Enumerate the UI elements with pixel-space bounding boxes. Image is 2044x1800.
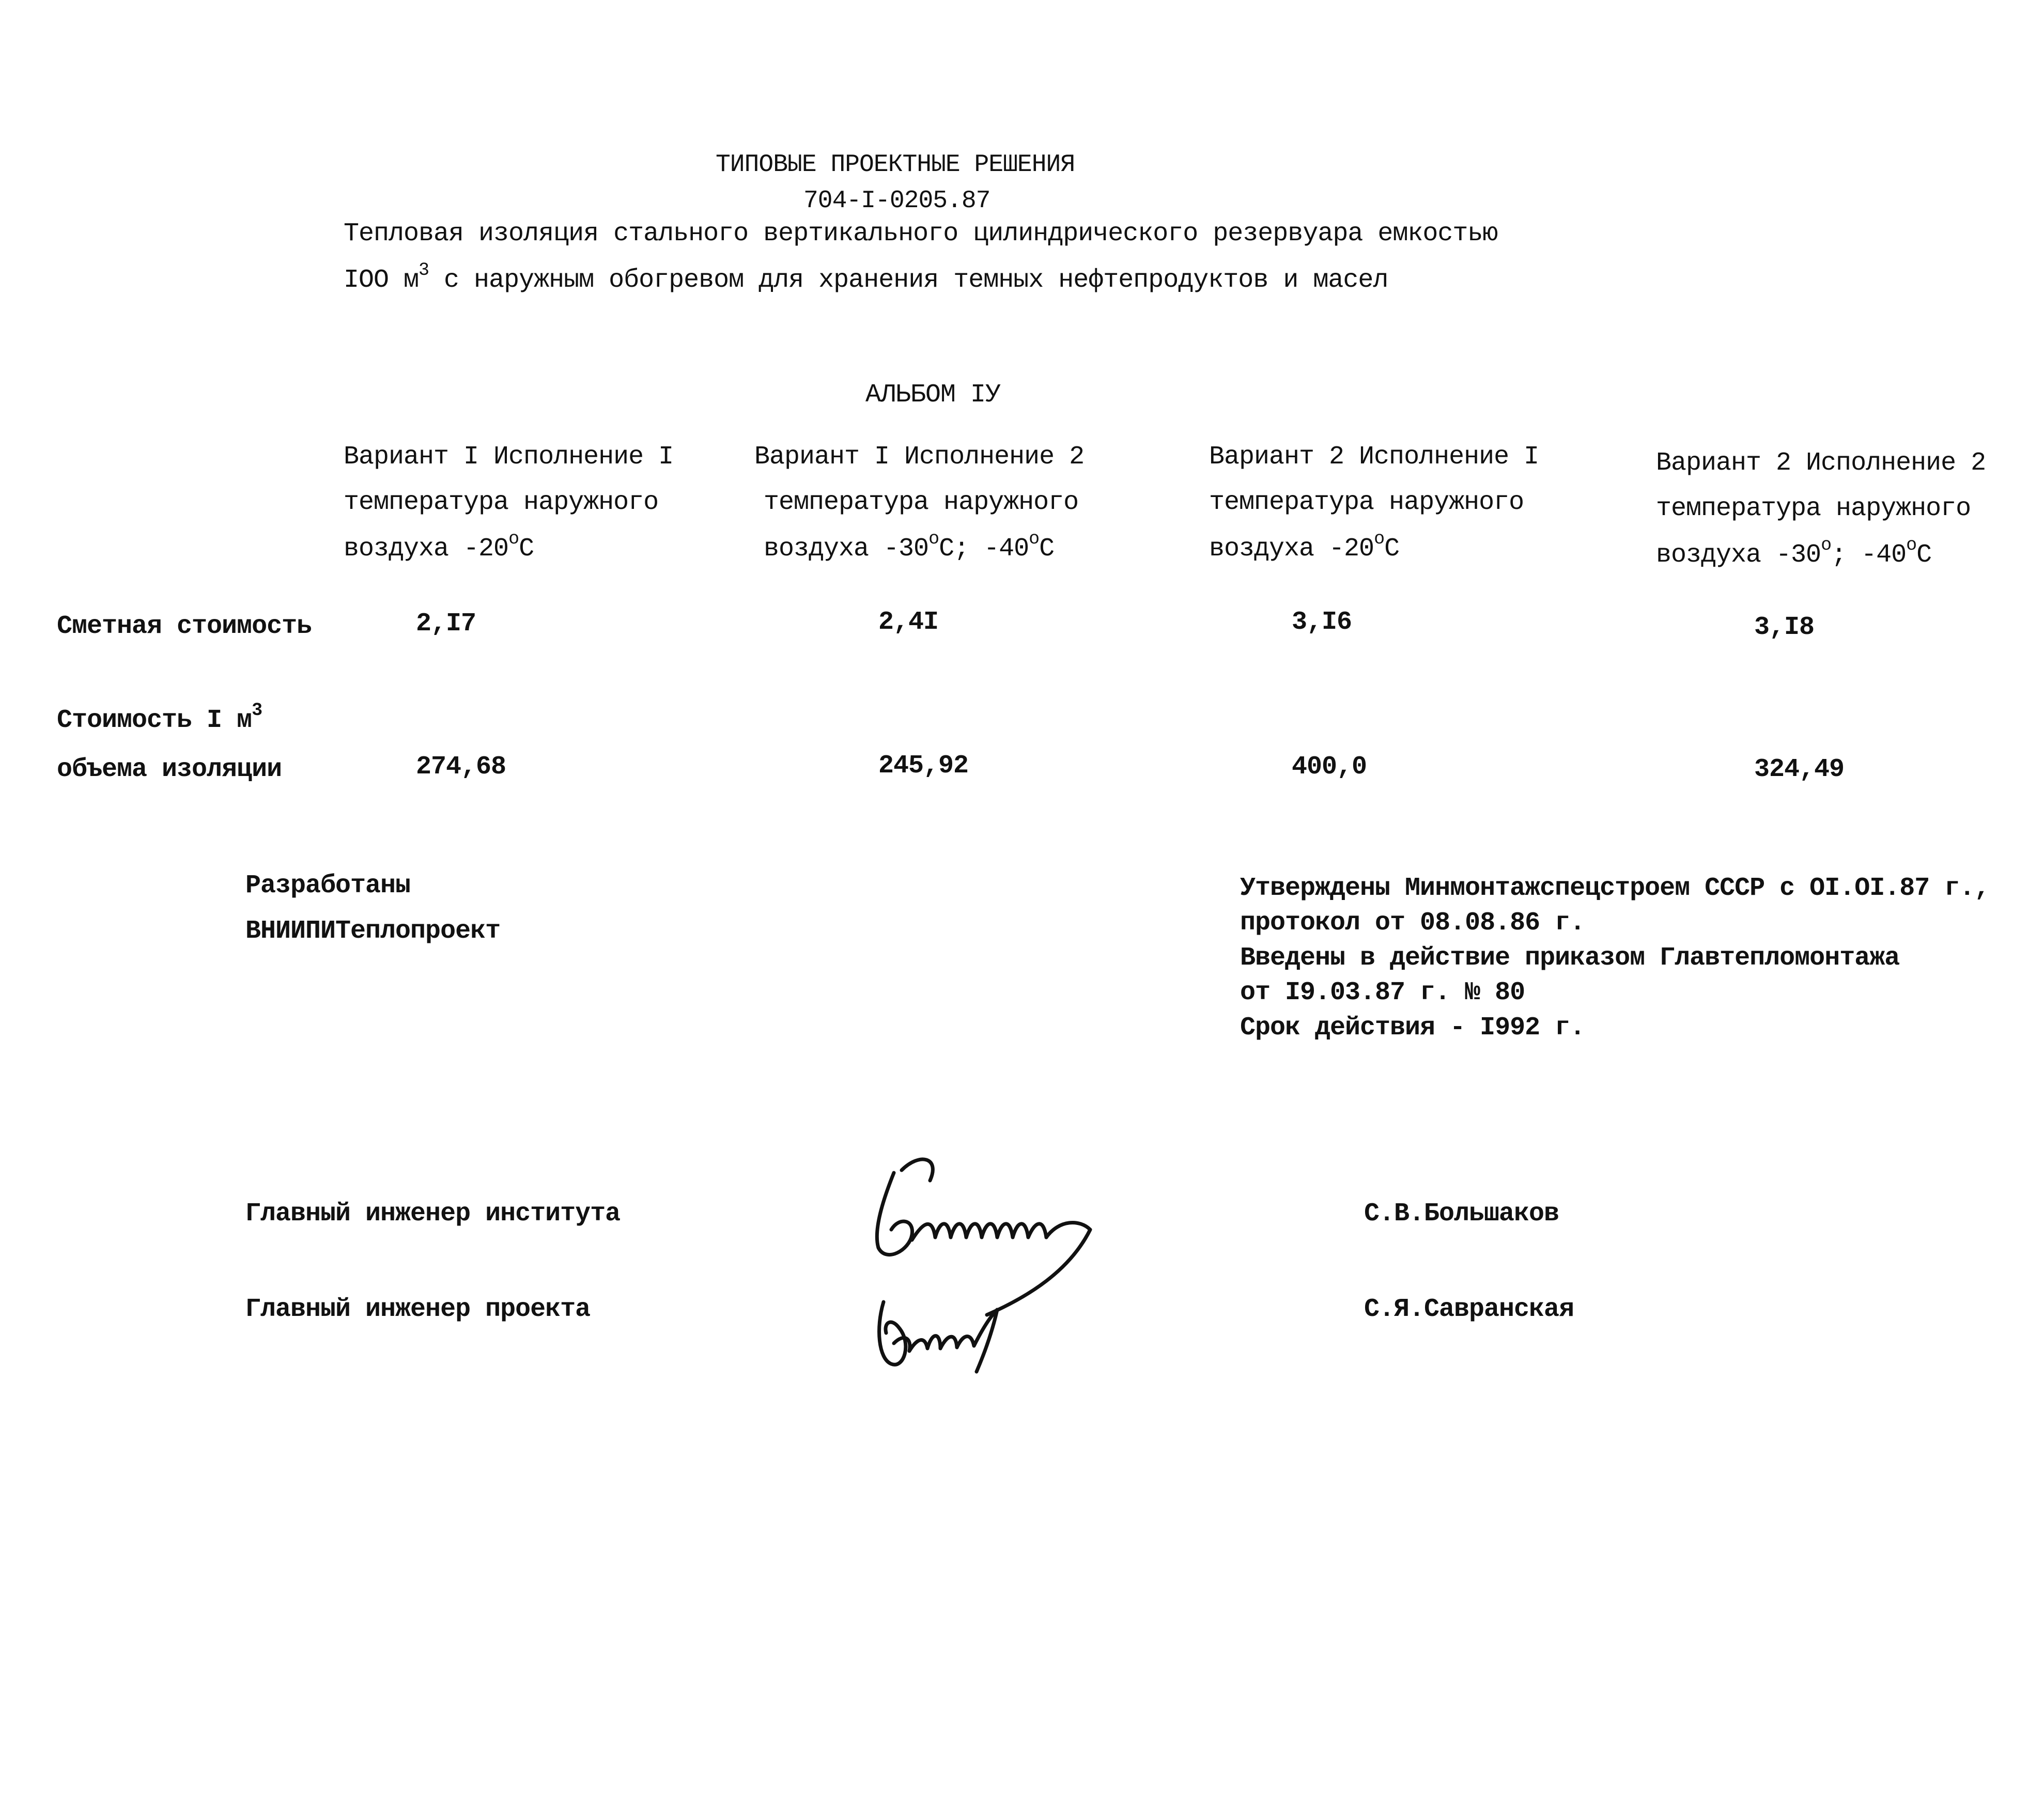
- variant-2-air-temp: воздуха -30$^o$C; -40$^o$C: [764, 529, 1055, 564]
- variant-2-title: Вариант I Исполнение 2: [754, 442, 1085, 472]
- signatory-2-name: С.Я.Савранская: [1364, 1295, 1574, 1324]
- variant-4-title: Вариант 2 Исполнение 2: [1656, 448, 1986, 478]
- document-code: 704-I-0205.87: [803, 187, 990, 215]
- variant-4-air-temp: воздуха -30$^o$; -40$^o$C: [1656, 535, 1932, 570]
- variant-1-air-temp: воздуха -20$^o$C: [344, 529, 534, 564]
- signatory-1-name: С.В.Большаков: [1364, 1199, 1559, 1229]
- approval-line-3: Введены в действие приказом Главтепломонтажа: [1240, 943, 1900, 973]
- unit-cost-label-1: Стоимость I $м^3$: [57, 700, 262, 735]
- estimate-value-4: 3,I8: [1754, 613, 1815, 642]
- signatory-2-role: Главный инженер проекта: [245, 1295, 591, 1324]
- variant-3-title: Вариант 2 Исполнение I: [1209, 442, 1539, 472]
- approval-line-1: Утверждены Минмонтажспецстроем СССР с OI.OI.87 г.,: [1240, 874, 1990, 903]
- variant-1-temp-label: температура наружного: [344, 488, 659, 517]
- signature-chief-engineer-project: [868, 1281, 1013, 1379]
- title-line-2: IOO $м^3$ с наружным обогревом для хранения темных нефтепродуктов и масел: [344, 260, 1388, 295]
- variant-2-temp-label: температура наружного: [764, 488, 1079, 517]
- developer-org: ВНИИПИТеплопроект: [245, 917, 501, 946]
- album-label: АЛЬБОМ IУ: [865, 380, 1001, 410]
- variant-3-temp-label: температура наружного: [1209, 488, 1524, 517]
- estimate-label: Сметная стоимость: [57, 612, 312, 641]
- unit-cost-value-1: 274,68: [416, 752, 506, 782]
- signatory-1-role: Главный инженер института: [245, 1199, 621, 1229]
- unit-cost-value-2: 245,92: [878, 751, 969, 781]
- variant-1-title: Вариант I Исполнение I: [344, 442, 674, 472]
- developer-label: Разработаны: [245, 871, 411, 901]
- variant-4-temp-label: температура наружного: [1656, 494, 1971, 523]
- estimate-value-1: 2,I7: [416, 609, 476, 639]
- estimate-value-3: 3,I6: [1292, 608, 1352, 637]
- unit-cost-value-3: 400,0: [1292, 752, 1367, 782]
- unit-cost-label-2: объема изоляции: [57, 755, 282, 784]
- variant-3-air-temp: воздуха -20$^o$C: [1209, 529, 1400, 564]
- approval-line-2: протокол от 08.08.86 г.: [1240, 908, 1585, 938]
- series-title: ТИПОВЫЕ ПРОЕКТНЫЕ РЕШЕНИЯ: [716, 151, 1075, 179]
- title-line-1: Тепловая изоляция стального вертикального цилиндрического резервуара емкостью: [344, 219, 1498, 249]
- approval-line-4: от I9.03.87 г. № 80: [1240, 978, 1525, 1007]
- approval-line-5: Срок действия - I992 г.: [1240, 1013, 1585, 1043]
- estimate-value-2: 2,4I: [878, 608, 939, 637]
- unit-cost-value-4: 324,49: [1754, 755, 1845, 784]
